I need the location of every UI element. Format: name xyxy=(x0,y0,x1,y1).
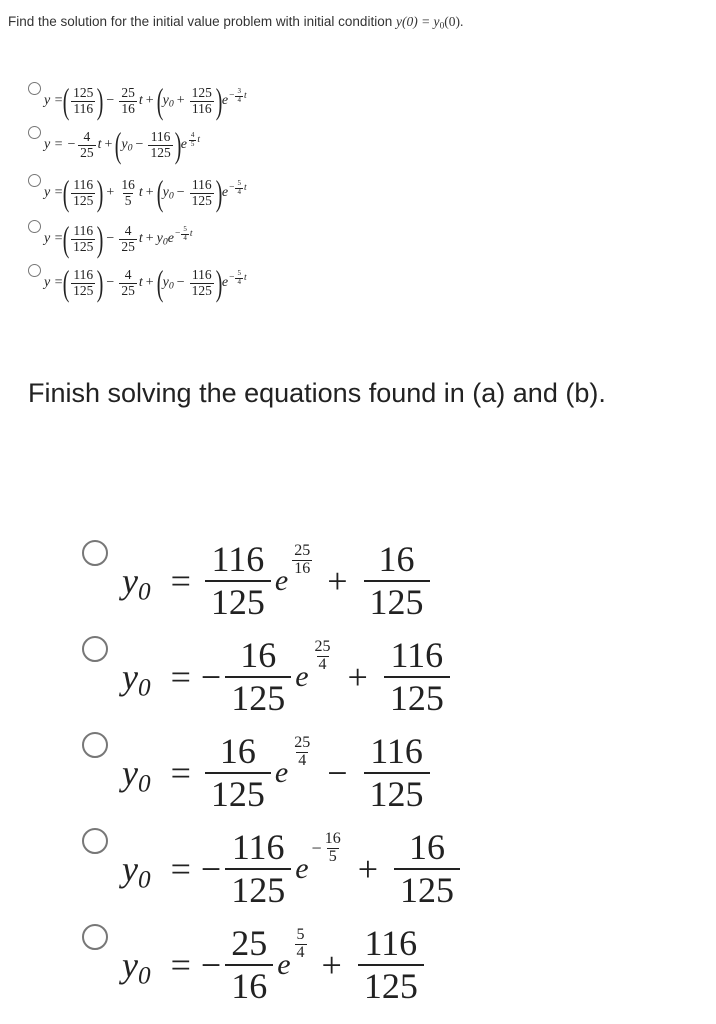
prompt-text: Find the solution for the initial value problem with initial condition xyxy=(8,14,396,29)
answer-expression: $y_0$ = − $\frac{16}{125}$ e $\frac{25}{4}$ + $\frac{116}{125}$ xyxy=(122,622,452,732)
answer-expression: $y_0$ = − $\frac{116}{125}$ e − $\frac{16}{5}$ + $\frac{16}{125}$ xyxy=(122,814,462,924)
radio-button[interactable] xyxy=(82,540,108,566)
radio-button[interactable] xyxy=(28,126,41,139)
exponent: $\frac{5}{4}$ xyxy=(296,925,305,961)
radio-button[interactable] xyxy=(82,828,108,854)
solution-expression: y = ( $\frac{125}{116}$ ) − $\frac{25}{16}$ t + ( $y_0$ + $\frac{125}{116}$ ) e − $\frac{3}{4}$ t xyxy=(44,81,247,121)
radio-button[interactable] xyxy=(82,636,108,662)
radio-button[interactable] xyxy=(28,220,41,233)
exponent: − $\frac{5}{4}$ t xyxy=(229,269,247,286)
radio-button[interactable] xyxy=(28,174,41,187)
exponent: − $\frac{5}{4}$ t xyxy=(174,225,193,242)
solution-option-4[interactable] xyxy=(28,218,192,258)
exponent: − $\frac{5}{4}$ t xyxy=(229,179,247,196)
exponent: $\frac{4}{5}$ t xyxy=(190,131,201,148)
solution-expression: y = − $\frac{4}{25}$ t + ( $y_0$ − $\frac{116}{125}$ ) e $\frac{4}{5}$ t xyxy=(44,125,201,165)
exponent: $\frac{25}{16}$ xyxy=(294,541,311,577)
solution-option-1[interactable] xyxy=(28,80,247,120)
initial-condition: $y(0) = y_0(0)$. xyxy=(395,14,464,32)
exponent: $\frac{25}{4}$ xyxy=(314,637,331,673)
answer-expression: $y_0$ = − $\frac{25}{16}$ e $\frac{5}{4}$ + $\frac{116}{125}$ xyxy=(122,910,426,1020)
exponent: − $\frac{16}{5}$ xyxy=(311,829,341,865)
solution-option-5[interactable] xyxy=(28,262,247,302)
solution-expression: y = ( $\frac{116}{125}$ ) − $\frac{4}{25}$ t + $y_0$ e − $\frac{5}{4}$ t xyxy=(44,219,193,259)
answer-expression: $y_0$ = $\frac{16}{125}$ e $\frac{25}{4}$ − $\frac{116}{125}$ xyxy=(122,718,432,828)
radio-button[interactable] xyxy=(82,924,108,950)
section-heading: Finish solving the equations found in (a) and (b). xyxy=(28,378,606,408)
solution-option-2[interactable] xyxy=(28,124,200,164)
solution-expression: y = ( $\frac{116}{125}$ ) + $\frac{16}{5}$ t + ( $y_0$ − $\frac{116}{125}$ ) e − $\frac{5}{4}$ t xyxy=(44,173,247,213)
radio-button[interactable] xyxy=(28,82,41,95)
answer-option-5[interactable] xyxy=(82,924,682,1024)
solution-option-3[interactable] xyxy=(28,172,247,212)
question-prompt xyxy=(8,14,463,30)
exponent: $\frac{25}{4}$ xyxy=(294,733,311,769)
solution-expression: y = ( $\frac{116}{125}$ ) − $\frac{4}{25}$ t + ( $y_0$ − $\frac{116}{125}$ ) e − $\frac{5}{4}$ t xyxy=(44,263,247,303)
radio-button[interactable] xyxy=(82,732,108,758)
coefficient-fraction: $\frac{125}{116}$ xyxy=(73,85,94,116)
radio-button[interactable] xyxy=(28,264,41,277)
answer-expression: $y_0$ = $\frac{116}{125}$ e $\frac{25}{16}$ + $\frac{16}{125}$ xyxy=(122,526,432,636)
exponent: − $\frac{3}{4}$ t xyxy=(229,87,247,104)
